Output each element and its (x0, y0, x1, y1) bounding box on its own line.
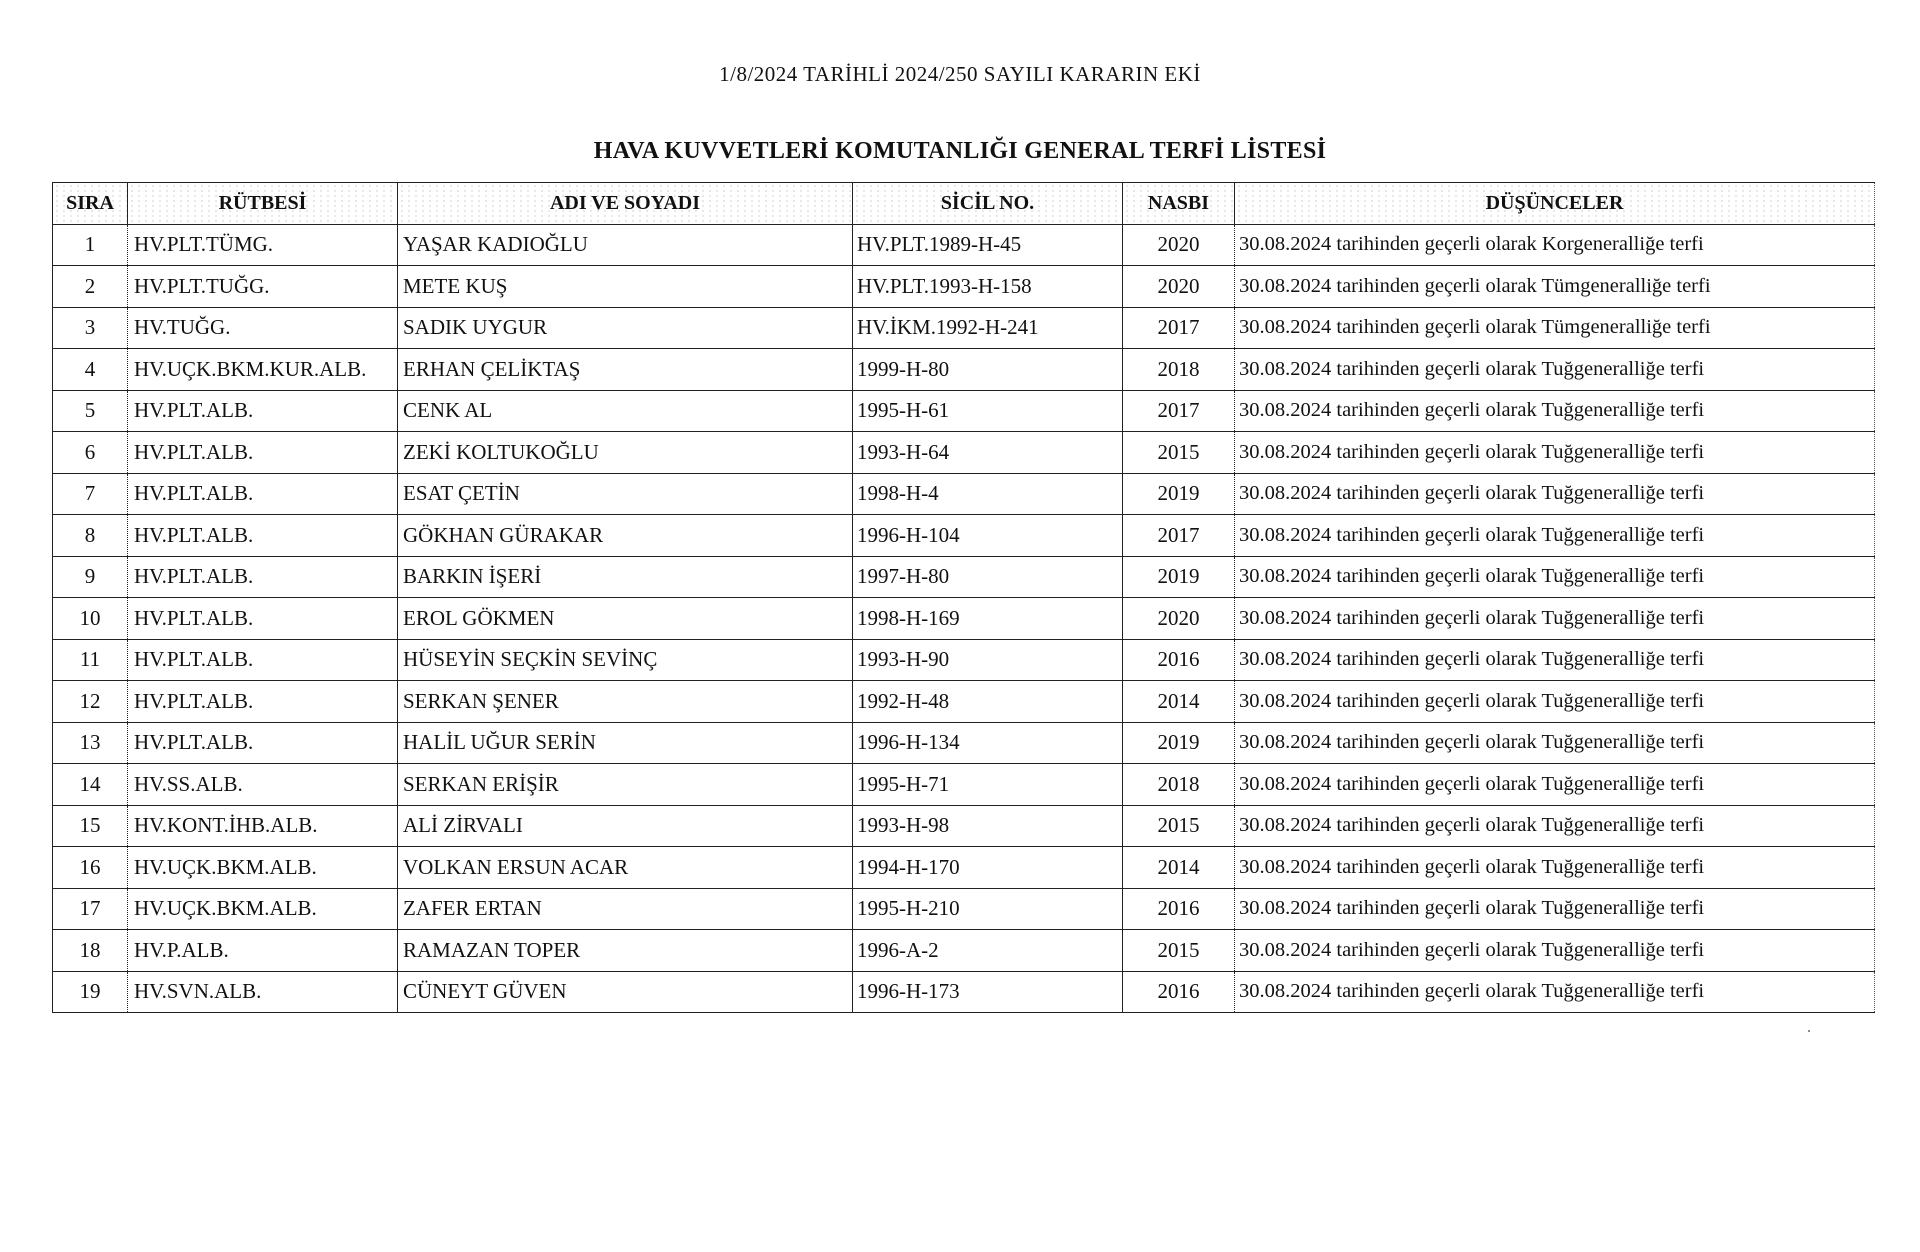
cell-sira: 10 (53, 598, 128, 640)
table-row (53, 224, 1875, 266)
cell-dusunceler: 30.08.2024 tarihinden geçerli olarak Tuğgeneralliğe terfi (1235, 473, 1875, 515)
table-row (53, 639, 1875, 681)
cell-sicil-no: 1996-H-173 (853, 971, 1123, 1013)
cell-sicil-no: 1995-H-61 (853, 390, 1123, 432)
cell-rutbe: HV.PLT.ALB. (128, 432, 398, 474)
table-row (53, 307, 1875, 349)
column-header-ad-soyad: ADI VE SOYADI (398, 183, 853, 225)
cell-sira: 3 (53, 307, 128, 349)
cell-sicil-no: 1997-H-80 (853, 556, 1123, 598)
cell-dusunceler: 30.08.2024 tarihinden geçerli olarak Tümgeneralliğe terfi (1235, 307, 1875, 349)
cell-sicil-no: HV.PLT.1993-H-158 (853, 266, 1123, 308)
cell-ad-soyad: ZEKİ KOLTUKOĞLU (398, 432, 853, 474)
cell-ad-soyad: CÜNEYT GÜVEN (398, 971, 853, 1013)
cell-nasbi: 2017 (1123, 515, 1235, 557)
cell-sira: 17 (53, 888, 128, 930)
cell-nasbi: 2019 (1123, 722, 1235, 764)
table-row (53, 930, 1875, 972)
column-header-dusunceler: DÜŞÜNCELER (1235, 183, 1875, 225)
cell-ad-soyad: BARKIN İŞERİ (398, 556, 853, 598)
cell-ad-soyad: ESAT ÇETİN (398, 473, 853, 515)
cell-rutbe: HV.PLT.ALB. (128, 722, 398, 764)
table-row (53, 473, 1875, 515)
cell-sira: 6 (53, 432, 128, 474)
cell-dusunceler: 30.08.2024 tarihinden geçerli olarak Tuğgeneralliğe terfi (1235, 432, 1875, 474)
cell-nasbi: 2015 (1123, 930, 1235, 972)
cell-sira: 8 (53, 515, 128, 557)
cell-dusunceler: 30.08.2024 tarihinden geçerli olarak Tuğgeneralliğe terfi (1235, 805, 1875, 847)
table-row (53, 556, 1875, 598)
cell-sicil-no: HV.PLT.1989-H-45 (853, 224, 1123, 266)
cell-rutbe: HV.SVN.ALB. (128, 971, 398, 1013)
cell-ad-soyad: ALİ ZİRVALI (398, 805, 853, 847)
cell-dusunceler: 30.08.2024 tarihinden geçerli olarak Tuğgeneralliğe terfi (1235, 722, 1875, 764)
cell-sira: 18 (53, 930, 128, 972)
cell-dusunceler: 30.08.2024 tarihinden geçerli olarak Tuğgeneralliğe terfi (1235, 971, 1875, 1013)
cell-rutbe: HV.PLT.TÜMG. (128, 224, 398, 266)
cell-nasbi: 2015 (1123, 805, 1235, 847)
cell-ad-soyad: ERHAN ÇELİKTAŞ (398, 349, 853, 391)
cell-ad-soyad: HÜSEYİN SEÇKİN SEVİNÇ (398, 639, 853, 681)
table-body (53, 224, 1875, 1013)
cell-sira: 4 (53, 349, 128, 391)
cell-nasbi: 2015 (1123, 432, 1235, 474)
cell-dusunceler: 30.08.2024 tarihinden geçerli olarak Tümgeneralliğe terfi (1235, 266, 1875, 308)
cell-ad-soyad: CENK AL (398, 390, 853, 432)
cell-nasbi: 2014 (1123, 681, 1235, 723)
table-row (53, 722, 1875, 764)
cell-rutbe: HV.UÇK.BKM.ALB. (128, 888, 398, 930)
cell-ad-soyad: GÖKHAN GÜRAKAR (398, 515, 853, 557)
table-row (53, 888, 1875, 930)
table-row (53, 598, 1875, 640)
table-row (53, 515, 1875, 557)
cell-ad-soyad: SADIK UYGUR (398, 307, 853, 349)
cell-nasbi: 2020 (1123, 266, 1235, 308)
cell-rutbe: HV.PLT.TUĞG. (128, 266, 398, 308)
cell-nasbi: 2017 (1123, 390, 1235, 432)
cell-sira: 7 (53, 473, 128, 515)
cell-sira: 2 (53, 266, 128, 308)
table-row (53, 971, 1875, 1013)
cell-sicil-no: 1999-H-80 (853, 349, 1123, 391)
cell-ad-soyad: ZAFER ERTAN (398, 888, 853, 930)
cell-sicil-no: 1996-H-104 (853, 515, 1123, 557)
table-row (53, 432, 1875, 474)
table-row (53, 266, 1875, 308)
table-row (53, 349, 1875, 391)
cell-nasbi: 2020 (1123, 598, 1235, 640)
cell-sicil-no: 1996-H-134 (853, 722, 1123, 764)
column-header-sicil-no: SİCİL NO. (853, 183, 1123, 225)
cell-dusunceler: 30.08.2024 tarihinden geçerli olarak Korgeneralliğe terfi (1235, 224, 1875, 266)
cell-ad-soyad: HALİL UĞUR SERİN (398, 722, 853, 764)
cell-nasbi: 2018 (1123, 764, 1235, 806)
cell-ad-soyad: METE KUŞ (398, 266, 853, 308)
table-row (53, 847, 1875, 889)
cell-dusunceler: 30.08.2024 tarihinden geçerli olarak Tuğgeneralliğe terfi (1235, 556, 1875, 598)
page-speck (1808, 1030, 1810, 1032)
cell-dusunceler: 30.08.2024 tarihinden geçerli olarak Tuğgeneralliğe terfi (1235, 930, 1875, 972)
table-row (53, 805, 1875, 847)
cell-ad-soyad: SERKAN ERİŞİR (398, 764, 853, 806)
cell-ad-soyad: YAŞAR KADIOĞLU (398, 224, 853, 266)
cell-sira: 5 (53, 390, 128, 432)
cell-dusunceler: 30.08.2024 tarihinden geçerli olarak Tuğgeneralliğe terfi (1235, 515, 1875, 557)
cell-rutbe: HV.UÇK.BKM.KUR.ALB. (128, 349, 398, 391)
cell-sicil-no: HV.İKM.1992-H-241 (853, 307, 1123, 349)
cell-rutbe: HV.TUĞG. (128, 307, 398, 349)
cell-sira: 16 (53, 847, 128, 889)
cell-sicil-no: 1998-H-4 (853, 473, 1123, 515)
cell-dusunceler: 30.08.2024 tarihinden geçerli olarak Tuğgeneralliğe terfi (1235, 598, 1875, 640)
cell-rutbe: HV.PLT.ALB. (128, 515, 398, 557)
cell-sicil-no: 1993-H-98 (853, 805, 1123, 847)
cell-rutbe: HV.KONT.İHB.ALB. (128, 805, 398, 847)
document-title: HAVA KUVVETLERİ KOMUTANLIĞI GENERAL TERFİ LİSTESİ (593, 138, 1327, 164)
cell-sicil-no: 1995-H-71 (853, 764, 1123, 806)
cell-rutbe: HV.P.ALB. (128, 930, 398, 972)
promotion-table (52, 182, 1875, 1013)
cell-nasbi: 2020 (1123, 224, 1235, 266)
column-header-sira: SIRA (53, 183, 128, 225)
cell-rutbe: HV.PLT.ALB. (128, 598, 398, 640)
table-header (53, 183, 1875, 225)
cell-rutbe: HV.PLT.ALB. (128, 639, 398, 681)
cell-nasbi: 2016 (1123, 971, 1235, 1013)
cell-sira: 15 (53, 805, 128, 847)
table-row (53, 764, 1875, 806)
cell-sicil-no: 1994-H-170 (853, 847, 1123, 889)
cell-sicil-no: 1995-H-210 (853, 888, 1123, 930)
cell-nasbi: 2014 (1123, 847, 1235, 889)
cell-sira: 9 (53, 556, 128, 598)
cell-rutbe: HV.PLT.ALB. (128, 556, 398, 598)
cell-ad-soyad: EROL GÖKMEN (398, 598, 853, 640)
cell-rutbe: HV.PLT.ALB. (128, 390, 398, 432)
cell-nasbi: 2019 (1123, 556, 1235, 598)
cell-nasbi: 2017 (1123, 307, 1235, 349)
cell-sira: 19 (53, 971, 128, 1013)
cell-nasbi: 2019 (1123, 473, 1235, 515)
cell-sicil-no: 1993-H-64 (853, 432, 1123, 474)
table-row (53, 681, 1875, 723)
cell-sicil-no: 1996-A-2 (853, 930, 1123, 972)
cell-ad-soyad: RAMAZAN TOPER (398, 930, 853, 972)
cell-ad-soyad: VOLKAN ERSUN ACAR (398, 847, 853, 889)
cell-rutbe: HV.SS.ALB. (128, 764, 398, 806)
column-header-nasbi: NASBI (1123, 183, 1235, 225)
cell-nasbi: 2016 (1123, 639, 1235, 681)
cell-dusunceler: 30.08.2024 tarihinden geçerli olarak Tuğgeneralliğe terfi (1235, 639, 1875, 681)
column-header-rutbe: RÜTBESİ (128, 183, 398, 225)
cell-sira: 1 (53, 224, 128, 266)
cell-dusunceler: 30.08.2024 tarihinden geçerli olarak Tuğgeneralliğe terfi (1235, 764, 1875, 806)
cell-sira: 14 (53, 764, 128, 806)
cell-dusunceler: 30.08.2024 tarihinden geçerli olarak Tuğgeneralliğe terfi (1235, 681, 1875, 723)
cell-rutbe: HV.UÇK.BKM.ALB. (128, 847, 398, 889)
cell-rutbe: HV.PLT.ALB. (128, 681, 398, 723)
cell-dusunceler: 30.08.2024 tarihinden geçerli olarak Tuğgeneralliğe terfi (1235, 349, 1875, 391)
table-row (53, 390, 1875, 432)
cell-sicil-no: 1992-H-48 (853, 681, 1123, 723)
cell-rutbe: HV.PLT.ALB. (128, 473, 398, 515)
header-row (53, 183, 1875, 225)
cell-nasbi: 2018 (1123, 349, 1235, 391)
cell-sira: 11 (53, 639, 128, 681)
cell-dusunceler: 30.08.2024 tarihinden geçerli olarak Tuğgeneralliğe terfi (1235, 888, 1875, 930)
cell-dusunceler: 30.08.2024 tarihinden geçerli olarak Tuğgeneralliğe terfi (1235, 847, 1875, 889)
cell-sira: 12 (53, 681, 128, 723)
cell-ad-soyad: SERKAN ŞENER (398, 681, 853, 723)
cell-sicil-no: 1993-H-90 (853, 639, 1123, 681)
cell-nasbi: 2016 (1123, 888, 1235, 930)
cell-sira: 13 (53, 722, 128, 764)
cell-sicil-no: 1998-H-169 (853, 598, 1123, 640)
cell-dusunceler: 30.08.2024 tarihinden geçerli olarak Tuğgeneralliğe terfi (1235, 390, 1875, 432)
document-header: 1/8/2024 TARİHLİ 2024/250 SAYILI KARARIN EKİ (719, 62, 1201, 86)
